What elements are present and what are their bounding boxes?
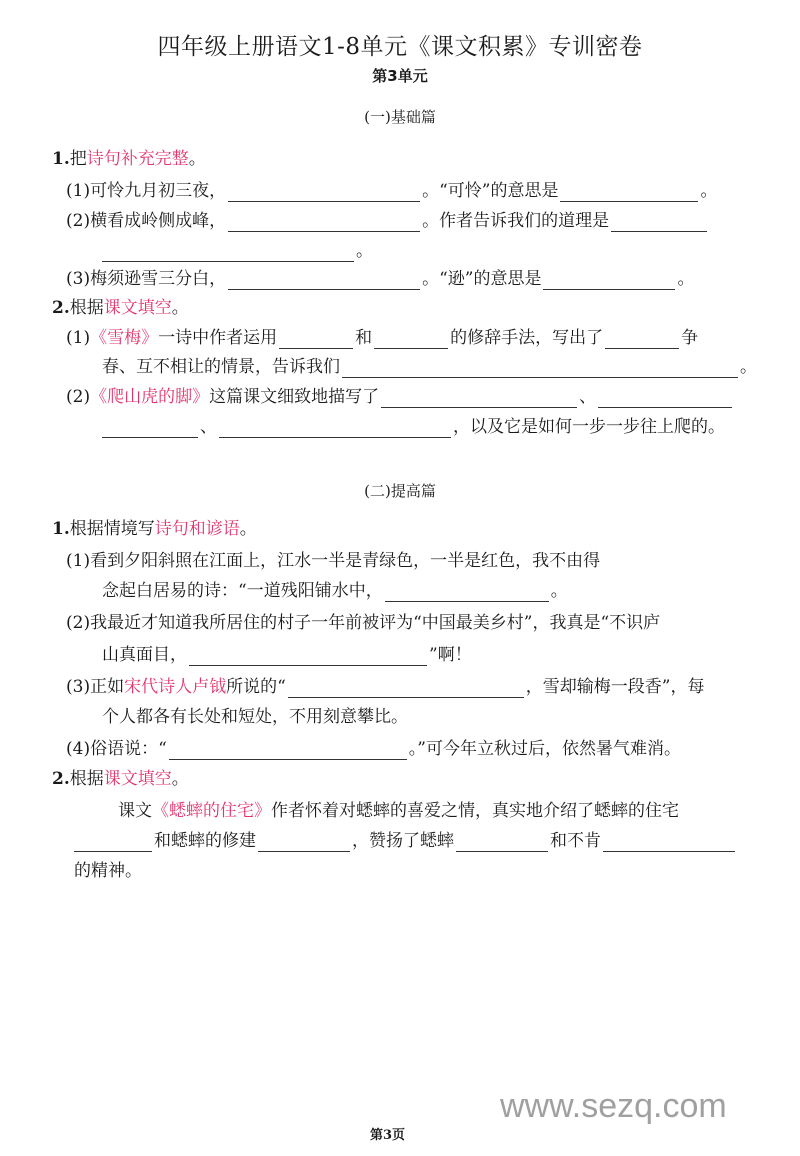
answer-blank[interactable] [228,271,420,290]
item-text: 作者怀着对蟋蟀的喜爱之情，真实地介绍了蟋蟀的住宅 [271,801,679,821]
answer-blank[interactable] [288,679,524,698]
item-text: 。”可今年立秋过后，依然暑气难消。 [408,739,681,759]
answer-blank[interactable] [543,271,675,290]
stem-punct: 。 [239,519,257,539]
question-number: 1. [52,519,70,539]
item-text: 和不肯 [550,831,601,851]
answer-blank[interactable] [603,833,735,852]
item-text: 。 [550,581,568,601]
item-text: 。“可怜”的意思是 [422,181,559,201]
item-text: 山真面目， [102,645,187,665]
answer-blank[interactable] [385,583,549,602]
lesson-title: 《蟋蟀的住宅》 [152,801,271,821]
question-1-stem [52,148,206,170]
answer-blank[interactable] [228,183,420,202]
item-text: 争 [681,328,699,348]
stem-text: 把 [69,149,87,169]
adv-q2-para-line-3: 的精神。 [74,861,142,881]
adv-q1-item-2-cont [102,644,472,666]
stem-text: 根据 [69,769,104,789]
item-text: (3)梅须逊雪三分白， [66,269,227,289]
stem-text: 根据 [69,298,104,318]
adv-q1-item-1-cont [102,580,568,602]
item-text: 一诗中作者运用 [158,328,278,348]
item-text: (3)正如 [66,677,125,697]
question-number: 2. [52,769,70,789]
stem-text: 根据情境写 [69,519,155,539]
adv-q2-para-line-1 [118,800,679,822]
item-text: 、 [200,417,217,437]
q2-item-1 [66,327,698,349]
answer-blank[interactable] [611,213,707,232]
q2-item-1-cont [102,356,757,378]
lesson-title: 《雪梅》 [90,328,159,348]
lesson-title: 《爬山虎的脚》 [90,387,210,407]
answer-blank[interactable] [102,419,198,438]
question-1-stem-advanced [52,518,257,540]
item-text: 念起白居易的诗：“一道残阳铺水中， [102,581,383,601]
item-text: 。 [700,181,718,201]
stem-highlight: 诗句和谚语 [154,519,240,539]
question-2-stem-advanced [52,768,189,790]
watermark-text: www.sezq.com [500,1087,727,1125]
stem-punct: 。 [171,769,189,789]
answer-blank[interactable] [228,213,420,232]
item-text: ”啊！ [429,645,472,665]
answer-blank[interactable] [456,833,548,852]
item-text: 。 [356,241,373,261]
answer-blank[interactable] [102,243,354,262]
adv-q2-para-line-2 [74,830,737,852]
unit-label: 第3单元 [372,67,428,85]
question-2-stem [52,297,189,319]
answer-blank[interactable] [258,833,350,852]
item-text: 所说的“ [226,677,286,697]
answer-blank[interactable] [189,647,427,666]
item-text: ，赞扬了蟋蟀 [352,831,454,851]
item-text: 春、互不相让的情景，告诉我们 [102,357,340,377]
item-text: (2)横看成岭侧成峰， [66,211,227,231]
section-heading-basic: (一)基础篇 [364,108,436,126]
question-number: 1. [52,149,70,169]
item-text: 。 [740,357,757,377]
answer-blank[interactable] [605,330,679,349]
page-title: 四年级上册语文1-8单元《课文积累》专训密卷 [157,34,643,60]
item-text: ，雪却输梅一段香”，每 [525,677,705,697]
item-text: ，以及它是如何一步一步往上爬的。 [453,417,725,437]
q2-item-2-cont [102,416,725,438]
answer-blank[interactable] [74,833,152,852]
question-number: 2. [52,298,70,318]
q2-item-2 [66,386,734,408]
item-text: 。“逊”的意思是 [422,269,542,289]
item-text: 。作者告诉我们的道理是 [422,211,610,231]
answer-blank[interactable] [279,330,353,349]
adv-q1-item-1: (1)看到夕阳斜照在江面上，江水一半是青绿色，一半是红色，我不由得 [66,551,601,571]
section-heading-advanced: (二)提高篇 [364,482,436,500]
page-number: 第3页 [370,1128,406,1143]
item-text: (1)可怜九月初三夜， [66,181,227,201]
q1-item-1 [66,180,717,202]
item-text: 、 [579,387,597,407]
poet-highlight: 宋代诗人卢钺 [124,677,227,697]
stem-highlight: 课文填空 [103,769,172,789]
adv-q1-item-3-cont: 个人都各有长处和短处，不用刻意攀比。 [102,707,408,727]
answer-blank[interactable] [169,741,407,760]
adv-q1-item-3 [66,676,705,698]
item-text: (4)俗语说：“ [66,739,167,759]
item-number: (1) [66,328,91,348]
q1-item-3 [66,268,694,290]
item-text: 和蟋蟀的修建 [154,831,256,851]
answer-blank[interactable] [560,183,698,202]
item-text: 的修辞手法，写出了 [450,328,604,348]
item-text: 。 [677,269,695,289]
q1-item-2-cont [102,240,373,262]
item-text: 课文 [118,801,152,821]
stem-punct: 。 [171,298,189,318]
q1-item-2 [66,210,709,232]
item-number: (2) [66,387,91,407]
answer-blank[interactable] [219,419,451,438]
stem-highlight: 课文填空 [103,298,172,318]
item-text: 和 [355,328,373,348]
stem-highlight: 诗句补充完整 [86,149,189,169]
adv-q1-item-2: (2)我最近才知道我所居住的村子一年前被评为“中国最美乡村”，我真是“不识庐 [66,613,661,633]
adv-q1-item-4 [66,738,681,760]
answer-blank[interactable] [381,389,577,408]
answer-blank[interactable] [342,359,738,378]
answer-blank[interactable] [374,330,448,349]
answer-blank[interactable] [598,389,732,408]
item-text: 这篇课文细致地描写了 [209,387,380,407]
stem-punct: 。 [188,149,206,169]
